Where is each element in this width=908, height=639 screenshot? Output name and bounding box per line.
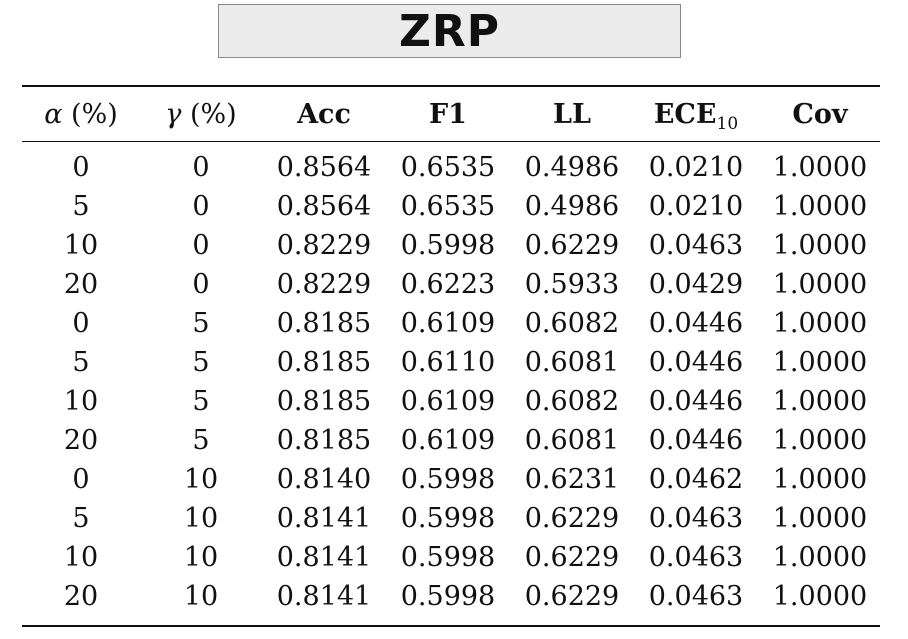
- cell-cov: 1.0000: [772, 308, 868, 339]
- cell-ece: 0.0463: [648, 503, 744, 534]
- cell-gamma: 0: [192, 152, 210, 183]
- cell-ece: 0.0210: [648, 191, 744, 222]
- table-row: [22, 265, 880, 304]
- cell-gamma: 5: [192, 308, 210, 339]
- cell-alpha: 20: [63, 269, 99, 300]
- cell-ece: 0.0210: [648, 152, 744, 183]
- cell-cov: 1.0000: [772, 542, 868, 573]
- cell-alpha: 20: [63, 581, 99, 612]
- table-row: [22, 148, 880, 187]
- cell-cov: 1.0000: [772, 464, 868, 495]
- header-cov: Cov: [792, 99, 848, 130]
- cell-acc: 0.8185: [276, 308, 372, 339]
- cell-ece: 0.0446: [648, 347, 744, 378]
- header-gamma-unit: (%): [181, 99, 237, 130]
- cell-ll: 0.6231: [524, 464, 620, 495]
- cell-acc: 0.8185: [276, 347, 372, 378]
- header-ll: LL: [553, 99, 591, 130]
- cell-cov: 1.0000: [772, 269, 868, 300]
- cell-ll: 0.6229: [524, 503, 620, 534]
- header-alpha-unit: (%): [62, 99, 118, 130]
- header-alpha-symbol: α: [44, 99, 63, 130]
- cell-alpha: 10: [63, 230, 99, 261]
- table-body: [22, 148, 880, 616]
- table-row: [22, 421, 880, 460]
- table-row: [22, 538, 880, 577]
- table-header-rule: [22, 141, 880, 142]
- cell-ece: 0.0446: [648, 308, 744, 339]
- cell-gamma: 5: [192, 347, 210, 378]
- cell-acc: 0.8141: [276, 581, 372, 612]
- cell-alpha: 0: [72, 308, 90, 339]
- cell-ll: 0.4986: [524, 191, 620, 222]
- table-row: [22, 382, 880, 421]
- cell-ece: 0.0429: [648, 269, 744, 300]
- cell-alpha: 10: [63, 386, 99, 417]
- cell-gamma: 5: [192, 425, 210, 456]
- table-row: [22, 343, 880, 382]
- cell-f1: 0.6109: [400, 425, 496, 456]
- cell-f1: 0.6535: [400, 152, 496, 183]
- cell-f1: 0.6109: [400, 308, 496, 339]
- cell-acc: 0.8140: [276, 464, 372, 495]
- table-row: [22, 187, 880, 226]
- cell-cov: 1.0000: [772, 581, 868, 612]
- cell-alpha: 5: [72, 503, 90, 534]
- cell-gamma: 5: [192, 386, 210, 417]
- table-row: [22, 577, 880, 616]
- page-title: ZRP: [398, 5, 501, 57]
- cell-ll: 0.6229: [524, 230, 620, 261]
- cell-ece: 0.0463: [648, 230, 744, 261]
- cell-alpha: 20: [63, 425, 99, 456]
- cell-acc: 0.8185: [276, 386, 372, 417]
- cell-acc: 0.8141: [276, 503, 372, 534]
- table-row: [22, 304, 880, 343]
- cell-acc: 0.8564: [276, 152, 372, 183]
- cell-gamma: 10: [183, 542, 219, 573]
- cell-ll: 0.6081: [524, 425, 620, 456]
- table-header-row: [22, 88, 880, 140]
- header-acc: Acc: [297, 99, 351, 130]
- table-row: [22, 460, 880, 499]
- header-gamma: [142, 94, 260, 136]
- cell-ll: 0.5933: [524, 269, 620, 300]
- cell-f1: 0.6110: [400, 347, 496, 378]
- table-top-rule: [22, 85, 880, 87]
- cell-acc: 0.8229: [276, 230, 372, 261]
- header-ece: [634, 94, 758, 145]
- cell-f1: 0.5998: [400, 230, 496, 261]
- table-bottom-rule: [22, 625, 880, 627]
- header-gamma-symbol: γ: [165, 99, 182, 130]
- cell-f1: 0.6223: [400, 269, 496, 300]
- cell-f1: 0.5998: [400, 464, 496, 495]
- header-f1: F1: [429, 99, 467, 130]
- cell-alpha: 0: [72, 464, 90, 495]
- cell-cov: 1.0000: [772, 347, 868, 378]
- cell-ece: 0.0462: [648, 464, 744, 495]
- cell-acc: 0.8185: [276, 425, 372, 456]
- cell-gamma: 0: [192, 191, 210, 222]
- cell-alpha: 5: [72, 191, 90, 222]
- cell-cov: 1.0000: [772, 230, 868, 261]
- header-alpha: [22, 94, 140, 136]
- cell-cov: 1.0000: [772, 425, 868, 456]
- cell-cov: 1.0000: [772, 191, 868, 222]
- cell-acc: 0.8141: [276, 542, 372, 573]
- cell-ll: 0.6229: [524, 542, 620, 573]
- cell-alpha: 10: [63, 542, 99, 573]
- cell-cov: 1.0000: [772, 386, 868, 417]
- cell-ece: 0.0463: [648, 542, 744, 573]
- cell-ll: 0.6082: [524, 308, 620, 339]
- table-row: [22, 226, 880, 265]
- cell-ll: 0.6082: [524, 386, 620, 417]
- cell-ece: 0.0446: [648, 386, 744, 417]
- cell-gamma: 10: [183, 581, 219, 612]
- cell-f1: 0.5998: [400, 581, 496, 612]
- cell-ll: 0.6081: [524, 347, 620, 378]
- cell-cov: 1.0000: [772, 503, 868, 534]
- cell-ll: 0.6229: [524, 581, 620, 612]
- cell-ll: 0.4986: [524, 152, 620, 183]
- cell-alpha: 0: [72, 152, 90, 183]
- cell-alpha: 5: [72, 347, 90, 378]
- cell-gamma: 0: [192, 269, 210, 300]
- cell-ece: 0.0446: [648, 425, 744, 456]
- cell-gamma: 0: [192, 230, 210, 261]
- cell-acc: 0.8229: [276, 269, 372, 300]
- cell-f1: 0.5998: [400, 542, 496, 573]
- cell-gamma: 10: [183, 503, 219, 534]
- cell-f1: 0.6535: [400, 191, 496, 222]
- table-row: [22, 499, 880, 538]
- cell-acc: 0.8564: [276, 191, 372, 222]
- header-ece-subscript: 10: [716, 114, 739, 134]
- cell-f1: 0.5998: [400, 503, 496, 534]
- cell-cov: 1.0000: [772, 152, 868, 183]
- title-box: [218, 4, 681, 58]
- cell-f1: 0.6109: [400, 386, 496, 417]
- header-ece-label: ECE: [653, 99, 717, 130]
- cell-gamma: 10: [183, 464, 219, 495]
- cell-ece: 0.0463: [648, 581, 744, 612]
